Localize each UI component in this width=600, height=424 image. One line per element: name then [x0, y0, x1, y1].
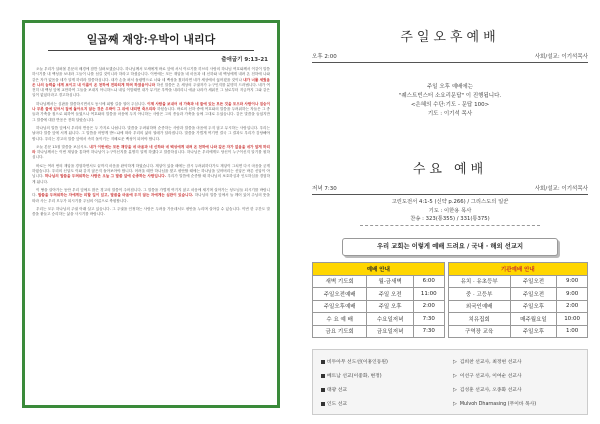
worship-cell: 금요 기도회: [313, 325, 367, 338]
ministry-cell: 매주월요일: [510, 313, 557, 326]
ministry-cell: 주일오후: [510, 300, 557, 313]
ministry-cell: 9:00: [557, 288, 588, 301]
sermon-paragraph: [32, 188, 270, 204]
worship-cell: 수요일저녁: [367, 313, 414, 326]
sermon-text: 오늘 본문 13절 말씀을 보십시오.: [36, 144, 90, 149]
wed-scripture: 고린도전서 4:1-5 (신약 p.266) / 그리스도의 일꾼: [391, 199, 509, 205]
sermon-text: 하나님께서는 심판을 말씀하시면서도 동시에 피할 길을 열어 주십니다.: [36, 101, 148, 106]
worship-info-page: [300, 0, 600, 424]
sermon-paragraph: [32, 207, 270, 218]
worship-cell: 금요일저녁: [367, 325, 414, 338]
mission-field-label: 태광 선교: [327, 388, 348, 393]
sermon-text: 이 땅을 살아가는 동안 우리 앞에도 많은 경고의 말씀이 주어집니다. 그 말씀을 가볍게 여기지 않고 마음에 새기며 살아가는 성도님들 되시기를 바랍니다.: [32, 187, 270, 198]
sermon-paragraph: [32, 164, 270, 185]
arrow-bullet-icon: ▷: [453, 359, 457, 365]
worship-cell: 2:00: [413, 300, 444, 313]
highlighted-verse: 내가 너를 세웠음은 나의 능력을 네게 보이고 내 이름이 온 천하에 전파되게 하려 하였음이니라: [32, 77, 270, 87]
pm-notice-line: "퀘스트빈스터 소요리문답" 이 진행됩니다.: [398, 93, 502, 99]
sermon-paragraph: [32, 67, 270, 99]
worship-cell: 주일 오후: [367, 300, 414, 313]
schedule-row: [313, 300, 588, 313]
sermon-text: 하나님의 말씀 앞에서 늘 깨어 있어 주님의 뜻을 따라 사는 우리 모두가 되시기를 주님의 이름으로 축원합니다.: [32, 193, 270, 203]
worship-cell: 7:30: [413, 325, 444, 338]
ministry-cell: 주일오전: [510, 275, 557, 288]
sermon-panel: [22, 20, 280, 408]
ministry-cell: 10:00: [557, 313, 588, 326]
wed-service-meta: [312, 184, 588, 192]
wed-hymns: 찬송 : 323(통355) / 331(통375): [410, 216, 490, 222]
arrow-bullet-icon: ▷: [453, 373, 457, 379]
ministry-cell: 9:00: [557, 275, 588, 288]
wed-service-time: 저녁 7:30: [312, 186, 337, 192]
title-divider: [48, 50, 254, 51]
ministry-cell: 주일오후: [510, 325, 557, 338]
pm-service-time: 오후 2:00: [312, 54, 337, 60]
divider: [312, 62, 588, 63]
sermon-text: 바로는 여러 번의 재앙을 경험하면서도 끝까지 마음을 완악하게 하였습니다. 재앙이 있을 때에는 잠시 두려워하다가도 재앙이 그치면 다시 마음을 굳게 하였습니다. 우리의 신앙도 이와 같지 않은지 돌아보아야 합니다. 어려울 때만 하나님을 찾고 평안할 때에는 하나님을 잊어버리는 신앙은 바른 신앙이 아닙니다.: [32, 163, 270, 179]
ministry-cell: 1:00: [557, 325, 588, 338]
highlighted-verse: 말씀을 두려워하는 자에게는 피할 길이 있고, 말씀을 마음에 두지 않는 자에게는 심판이 있습니다.: [37, 193, 195, 198]
sermon-text: 오늘 우리가 살펴볼 본문의 배경에 잠깐 살펴보겠습니다. 하나님께서 모세에게 바로 앞에 서서 이르기를 히브리 사람의 하나님 여호와께서 이같이 말씀하시기를 내 백성을 보내라 그들이 나를 섬길 것이니라 하라고 하셨습니다. 이번에는 모든 재앙을 네 마음과 네 신하와 네 백성에게 내려 온 천하에 나와 같은 자가 없음을 네가 알게 하리라 말씀하십니다. 내가 손을 펴서 돌림병으로 너와 네 백성을 쳤더라면 네가 세상에서 끊어졌을 것이나: [32, 67, 270, 82]
ministry-cell: 2:00: [557, 300, 588, 313]
ministry-cell: 외국인예배: [448, 300, 510, 313]
schedule-row: [313, 325, 588, 338]
square-bullet-icon: [321, 388, 325, 392]
worship-cell: 주일오전예배: [313, 288, 367, 301]
sermon-title: 일곱째 재앙:우박이 내리다: [86, 33, 216, 46]
worship-cell: 새벽 기도회: [313, 275, 367, 288]
arrow-bullet-icon: ▷: [453, 401, 457, 407]
schedule-banner: 우리 교회는 이렇게 예배 드려요 / 국내 · 해외 선교지: [342, 238, 558, 256]
highlighted-verse: 하나님의 말씀을 두려워하는 사람은 오늘 그 말씀 앞에 순종하는 사람입니다.: [44, 174, 168, 179]
divider: [312, 194, 588, 195]
missionary-item: [453, 400, 536, 407]
missionary-label: 김성훈 선교사, 오종화 선교사: [459, 388, 522, 393]
worship-schedule-table: [312, 262, 588, 338]
pm-service-notice: [300, 83, 600, 119]
square-bullet-icon: [321, 374, 325, 378]
sermon-paragraph: [32, 126, 270, 142]
mission-field-label: 베트남 선교(이좋화, 변정): [327, 374, 382, 379]
ministry-cell: 중 · 고등부: [448, 288, 510, 301]
sermon-text: 우리가 말씀에 순종할 때 하나님의 보호하심과 인도하심을 경험하게 됩니다.: [32, 174, 270, 184]
missionary-item: [453, 372, 522, 379]
worship-cell: 주일 오전: [367, 288, 414, 301]
sermon-text: 하셨습니다. 바로의 신하 중에 여호와의 말씀을 두려워하는 자들은 그 종들과 가축을 집으로 피하여 들였으나 여호와의 말씀을 마음에 두지 아니하는 사람은 그의 종들과 가축을 들에 그대로 두었습니다. 같은 말씀을 들었지만 그 말씀에 대한 반응은 전혀 달랐습니다.: [32, 107, 270, 122]
mission-field-item: [321, 400, 347, 407]
mission-field-item: [321, 386, 347, 393]
missions-panel: [312, 349, 588, 415]
ministry-cell: 유치 · 유초등부: [448, 275, 510, 288]
sermon-paragraph: [32, 145, 270, 161]
sermon-body: [32, 67, 270, 217]
worship-cell: 수 요 예 배: [313, 313, 367, 326]
mission-field-label: 인도 선교: [327, 402, 348, 407]
ministry-cell: 주일오전: [510, 288, 557, 301]
missionary-label: 김희찬 선교사, 최정현 선교사: [459, 360, 522, 365]
pm-notice-line: <은혜의 수단:기도 - 문답 100>: [410, 102, 490, 108]
mission-field-item: [321, 372, 382, 379]
worship-cell: 6:00: [413, 275, 444, 288]
sermon-text: 하나님께서는 이번 재앙을 통하여 하나님이 누구이신지를 분명히 알게 하겠다고 말씀하십니다. 하나님은 우리에게도 당신이 누구이신지 알기를 원하십니다.: [32, 150, 270, 160]
worship-cell: 11:00: [413, 288, 444, 301]
mission-field-item: [321, 358, 388, 365]
sermon-paragraph: [32, 102, 270, 123]
pm-notice-line: 기도 : 이기석 목사: [427, 111, 473, 117]
schedule-header-row: [313, 263, 588, 276]
wed-prayer: 기도 : 이한용 목사: [428, 207, 472, 214]
highlighted-verse: 내가 이번에는 모든 재앙을 네 마음과 네 신하와 네 백성에게 내려 온 천하에 나와 같은 자가 없음을 네가 알게 하리라: [32, 144, 270, 155]
scripture-reference: 출애굽기 9:13-21: [221, 57, 268, 63]
ministry-cell: 치유집회: [448, 313, 510, 326]
pm-notice-line: 주일 오후 예배에는: [426, 84, 473, 90]
ministry-cell: 구역장 교육: [448, 325, 510, 338]
wed-service-title: 수요 예배: [412, 162, 488, 177]
wed-service-details: [300, 198, 600, 224]
pm-service-meta: [312, 52, 588, 60]
missionary-label: 이선구 선교사, 이여순 선교사: [459, 374, 522, 379]
missionary-item: [453, 358, 522, 365]
ministry-worship-header: 기관예배 안내: [448, 263, 587, 276]
sermon-text: 하나님의 말씀 앞에서 우리의 반응은 두 가지로 나뉩니다. 말씀을 두려워하며 순종하는 사람과 말씀을 마음에 두지 않고 무시하는 사람입니다. 우리는 날마다 말씀 앞에 서게 됩니다. 그 말씀을 어떻게 받느냐에 따라 우리의 삶의 열매가 달라집니다. 말씀을 가볍게 여기면 결국 그 결과도 우리가 감당해야 합니다. 우리는 경고의 말씀 앞에서 속히 돌이키는 지혜로운 백성이 되어야 합니다.: [32, 125, 270, 141]
square-bullet-icon: [321, 360, 325, 364]
arrow-bullet-icon: ▷: [453, 387, 457, 393]
pm-service-title: 주일오후예배: [400, 30, 500, 45]
worship-cell: 월-금새벽: [367, 275, 414, 288]
pm-service-leader: 사회/설교: 이기석목사: [534, 54, 588, 60]
missionary-item: [453, 386, 522, 393]
sermon-text: 우리는 모두 하나님의 주권 아래 살고 있습니다. 그 주권을 인정하는 사람은 두려움 가운데서도 평안을 누리며 살아갈 수 있습니다. 이번 한 주간도 말씀을 붙들고 승리하는 삶을 사시기를 바랍니다.: [32, 206, 270, 217]
highlighted-verse: 이제 사람을 보내어 네 가축과 네 들에 있는 모든 것을 모으라 사람이나 짐승이나 무릇 들에 있어서 집에 돌아오지 않는 것은 우박이 그 위에 내리면 죽으리라: [32, 101, 270, 112]
schedule-row: [313, 313, 588, 326]
worship-guide-header: 예배 안내: [313, 263, 445, 276]
schedule-row: [313, 288, 588, 301]
worship-cell: 7:30: [413, 313, 444, 326]
dashed-divider: [360, 225, 540, 226]
schedule-row: [313, 275, 588, 288]
schedule-rows: [313, 275, 588, 338]
worship-cell: 주일오후예배: [313, 300, 367, 313]
wed-service-leader: 사회/설교: 이기석목사: [534, 186, 588, 192]
missionary-label: Mulvoh Dharnasing (무이바 목사): [459, 402, 537, 407]
mission-field-label: 비두아무 선도선(이홍인동원): [327, 360, 388, 365]
square-bullet-icon: [321, 402, 325, 406]
sermon-text: 하신 말씀은 온 세상의 주권자가 누구인지를 분명히 드러냅니다. 네가 여전히 내 백성 앞에 교만하여 그들을 보내지 아니하느냐 내일 이맘때면 내가 무거운 우박을 내리리니 애굽 나라가 세워진 그 날로부터 지금까지 그와 같은 일이 없었더라고 경고하십니다.: [32, 82, 270, 98]
